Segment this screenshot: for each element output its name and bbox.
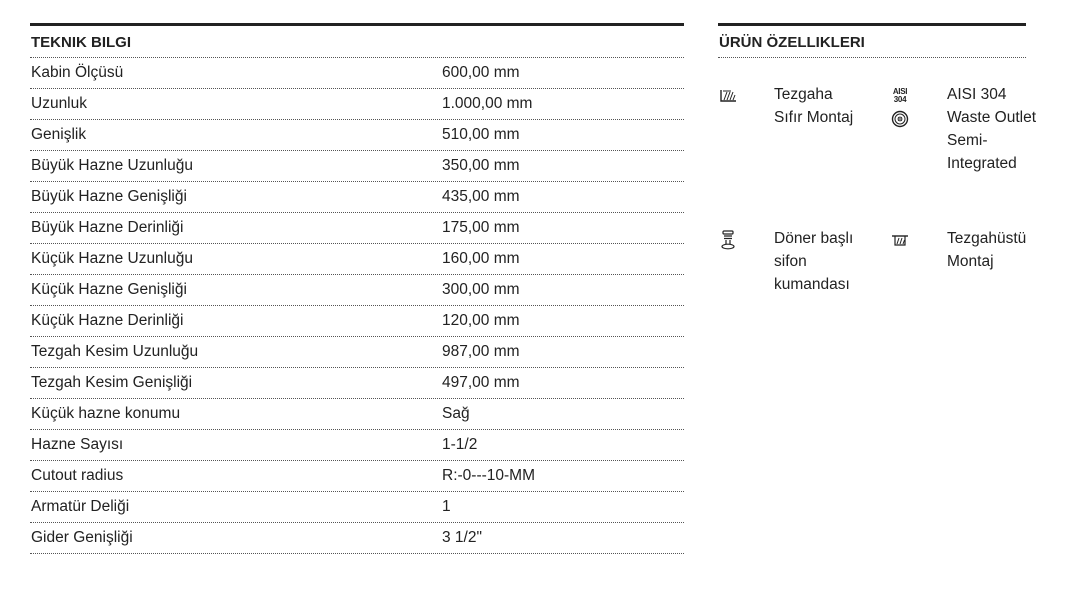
feature-label: AISI 304 [947,86,1007,103]
table-row [30,492,684,523]
table-row [30,306,684,337]
product-features-title: ÜRÜN ÖZELLIKLERI [718,26,1026,58]
row-value: Sağ [442,405,470,422]
feature-label: Waste Outlet Semi-Integrated [947,109,1037,172]
waste-outlet-icon [890,109,910,129]
row-label: Armatür Deliği [31,498,130,515]
row-label: Genişlik [31,126,87,143]
row-label: Tezgah Kesim Genişliği [31,374,193,391]
row-value: 510,00 mm [442,126,520,143]
table-row [30,182,684,213]
row-value: 600,00 mm [442,64,520,81]
row-label: Küçük Hazne Genişliği [31,281,187,298]
row-value: 3 1/2" [442,529,482,546]
technical-info-table [30,23,684,554]
row-value: 497,00 mm [442,374,520,391]
row-value: 1.000,00 mm [442,95,533,112]
table-row [30,461,684,492]
table-row [30,523,684,554]
row-label: Tezgah Kesim Uzunluğu [31,343,199,360]
table-row [30,399,684,430]
feature-waste-outlet [890,106,1037,175]
table-row [30,337,684,368]
rotary-drain-knob-icon [718,230,738,250]
row-value: 300,00 mm [442,281,520,298]
row-label: Hazne Sayısı [31,436,124,453]
technical-rows [30,58,684,554]
features-grid [718,58,1037,298]
row-label: Gider Genişliği [31,529,133,546]
product-features-panel [718,23,1037,298]
feature-label: Tezgahüstü Montaj [947,230,1027,270]
row-label: Küçük hazne konumu [31,405,181,422]
row-label: Büyük Hazne Derinliği [31,219,184,236]
table-row [30,58,684,89]
row-value: R:-0---10-MM [442,467,535,484]
table-row [30,120,684,151]
feature-flush-mount [718,83,864,129]
feature-aisi-304 [890,83,1037,106]
feature-rotary-drain [718,227,864,296]
row-label: Büyük Hazne Genişliği [31,188,187,205]
feature-label: Tezgaha Sıfır Montaj [774,86,854,126]
row-value: 1-1/2 [442,436,478,453]
row-value: 987,00 mm [442,343,520,360]
row-value: 175,00 mm [442,219,520,236]
row-label: Cutout radius [31,467,124,484]
row-label: Kabin Ölçüsü [31,64,124,81]
flush-mount-icon [718,86,738,106]
row-value: 160,00 mm [442,250,520,267]
row-value: 435,00 mm [442,188,520,205]
row-value: 350,00 mm [442,157,520,174]
row-label: Küçük Hazne Derinliği [31,312,184,329]
table-row [30,151,684,182]
row-label: Büyük Hazne Uzunluğu [31,157,193,174]
feature-label: Döner başlı sifon kumandası [774,230,854,293]
row-label: Uzunluk [31,95,87,112]
technical-info-title: TEKNIK BILGI [30,26,684,58]
row-value: 120,00 mm [442,312,520,329]
table-row [30,213,684,244]
feature-top-mount [890,227,1037,273]
table-row [30,275,684,306]
row-label: Küçük Hazne Uzunluğu [31,250,193,267]
top-mount-icon [890,230,910,250]
table-row [30,244,684,275]
table-row [30,430,684,461]
table-row [30,368,684,399]
table-row [30,89,684,120]
aisi-304-icon: AISI 304 [892,87,908,104]
row-value: 1 [442,498,451,515]
